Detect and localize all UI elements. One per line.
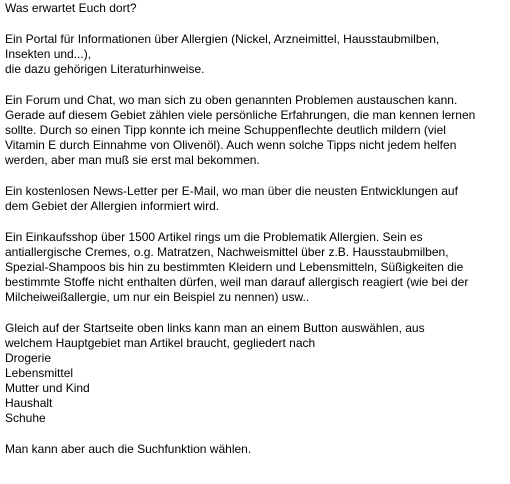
portal-line: Insekten und...),: [5, 47, 92, 61]
heading-text: Was erwartet Euch dort?: [5, 1, 137, 15]
newsletter-paragraph: [5, 184, 505, 214]
shop-line: Spezial-Shampoos bis hin zu bestimmten Kleidern und Lebensmitteln, Süßigkeiten die: [5, 260, 464, 274]
newsletter-line: dem Gebiet der Allergien informiert wird.: [5, 199, 220, 213]
category-item-haushalt: Haushalt: [5, 396, 53, 410]
category-item-schuhe: Schuhe: [5, 411, 46, 425]
category-item-drogerie: Drogerie: [5, 351, 52, 365]
forum-line: sollte. Durch so einen Tipp konnte ich meine Schuppenflechte deutlich mildern (viel: [5, 123, 446, 137]
search-line: Man kann aber auch die Suchfunktion wählen.: [5, 442, 252, 456]
search-paragraph: [5, 442, 505, 457]
category-item-mutter-und-kind: Mutter und Kind: [5, 381, 90, 395]
startpage-line: welchem Hauptgebiet man Artikel braucht, gegliedert nach: [5, 336, 316, 350]
newsletter-line: Ein kostenlosen News-Letter per E-Mail, wo man über die neusten Entwicklungen auf: [5, 184, 458, 198]
intro-heading: [5, 1, 505, 16]
shop-line: Ein Einkaufsshop über 1500 Artikel rings um die Problematik Allergien. Sein es: [5, 230, 423, 244]
shop-line: bestimmte Stoffe nicht enthalten dürfen, weil man darauf allergisch reagiert (wie bei der: [5, 275, 469, 289]
category-item-lebensmittel: Lebensmittel: [5, 366, 74, 380]
startpage-line: Gleich auf der Startseite oben links kann man an einem Button auswählen, aus: [5, 321, 425, 335]
forum-line: Vitamin E durch Einnahme von Olivenöl). Auch wenn solche Tipps nicht jedem helfen: [5, 138, 457, 152]
portal-line: Ein Portal für Informationen über Allergien (Nickel, Arzneimittel, Hausstaubmilben,: [5, 32, 440, 46]
forum-line: Gerade auf diesem Gebiet zählen viele persönliche Erfahrungen, die man kennen lernen: [5, 108, 476, 122]
startpage-paragraph: [5, 321, 505, 426]
forum-paragraph: [5, 93, 505, 168]
forum-line: Ein Forum und Chat, wo man sich zu oben genannten Problemen austauschen kann.: [5, 93, 458, 107]
shop-line: antiallergische Cremes, o.g. Matratzen, Nachweismittel über z.B. Hausstaubmilben,: [5, 245, 449, 259]
portal-paragraph: [5, 32, 505, 77]
shop-paragraph: [5, 230, 505, 305]
shop-line: Milcheiweißallergie, um nur ein Beispiel zu nennen) usw..: [5, 290, 310, 304]
forum-line: werden, aber man muß sie erst mal bekommen.: [5, 153, 260, 167]
portal-line: die dazu gehörigen Literaturhinweise.: [5, 62, 205, 76]
